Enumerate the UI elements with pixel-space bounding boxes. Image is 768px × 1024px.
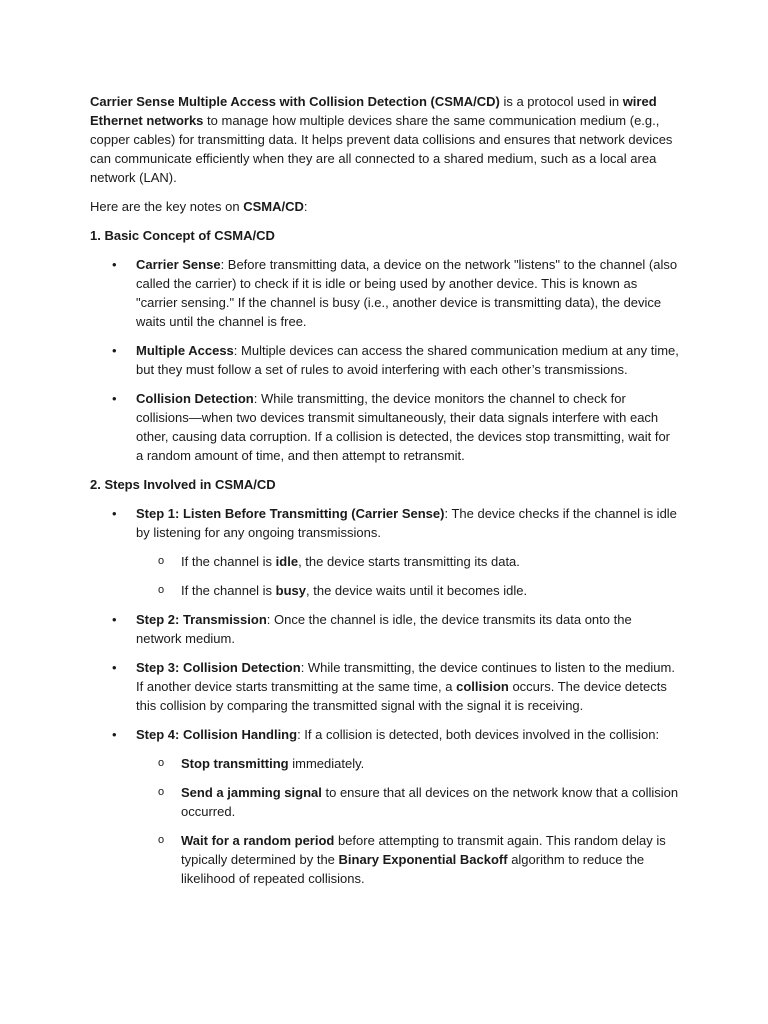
bullet-step1 xyxy=(90,504,680,542)
keynotes-paragraph xyxy=(90,197,680,216)
keynotes-colon: : xyxy=(303,199,308,214)
intro-text-rest: to manage how multiple devices share the same communication medium (e.g., copper cables) for transmitting data. It helps prevent data collisions and ensures that network devices can communicate efficiently when they are all connected to a shared medium, such as a local area network (LAN). xyxy=(90,113,673,185)
sub-text-rest: , the device starts transmitting its data. xyxy=(298,554,520,569)
intro-paragraph xyxy=(90,92,680,187)
sub-bullet-idle xyxy=(90,552,680,571)
bullet-term: Step 2: Transmission xyxy=(136,612,267,627)
section1-heading: 1. Basic Concept of CSMA/CD xyxy=(90,228,275,243)
bullet-term: Step 3: Collision Detection xyxy=(136,660,301,675)
bullet-term: Multiple Access xyxy=(136,343,234,358)
sub-bold-algorithm: Binary Exponential Backoff xyxy=(338,852,508,867)
circle-bullet-icon: o xyxy=(158,584,165,596)
bullet-term: Step 1: Listen Before Transmitting (Carrier Sense) xyxy=(136,506,445,521)
bullet-bold: collision xyxy=(456,679,509,694)
bullet-step4 xyxy=(90,725,680,744)
sub-text: If the channel is xyxy=(181,583,276,598)
bullet-icon: • xyxy=(112,506,117,521)
bullet-icon: • xyxy=(112,612,117,627)
bullet-term: Step 4: Collision Handling xyxy=(136,727,298,742)
bullet-step3 xyxy=(90,658,680,715)
sub-text: to ensure that all devices on the network know that a collision occurred. xyxy=(181,785,679,819)
bullet-text: : The device checks if the channel is idle by listening for any ongoing transmissions. xyxy=(136,506,677,540)
sub-text: If the channel is xyxy=(181,554,276,569)
keynotes-text: Here are the key notes on xyxy=(90,199,244,214)
intro-term: Carrier Sense Multiple Access with Collision Detection (CSMA/CD) xyxy=(90,94,500,109)
circle-bullet-icon: o xyxy=(158,555,165,567)
bullet-text: : Before transmitting data, a device on the network "listens" to the channel (also called the carrier) to check if it is idle or being used by another device. This is known as "carrier sensing." If the channel is busy (i.e., another device is transmitting data), the device waits until the channel is free. xyxy=(136,257,678,329)
bullet-text: : While transmitting, the device continues to listen to the medium. If another device starts transmitting at the same time, a xyxy=(136,660,675,694)
sub-bold: Stop transmitting xyxy=(181,756,289,771)
bullet-term: Carrier Sense xyxy=(136,257,221,272)
sub-bullet-jamming xyxy=(90,783,680,821)
sub-text: before attempting to transmit again. This random delay is typically determined by the xyxy=(181,833,666,867)
sub-bold: Wait for a random period xyxy=(181,833,335,848)
sub-bullet-stop xyxy=(90,754,680,773)
bullet-text: : Once the channel is idle, the device transmits its data onto the network medium. xyxy=(136,612,632,646)
bullet-multiple-access xyxy=(90,341,680,379)
bullet-carrier-sense xyxy=(90,255,680,331)
bullet-icon: • xyxy=(112,257,117,272)
bullet-icon: • xyxy=(112,660,117,675)
bullet-text: : If a collision is detected, both devices involved in the collision: xyxy=(297,727,660,742)
bullet-text-rest: occurs. The device detects this collision by comparing the transmitted signal with the signal it is receiving. xyxy=(136,679,667,713)
sub-bold: idle xyxy=(275,554,299,569)
sub-text-rest: algorithm to reduce the likelihood of repeated collisions. xyxy=(181,852,645,886)
bullet-text: : While transmitting, the device monitors the channel to check for collisions—when two devices transmit simultaneously, their data signals interfere with each other, causing data corruption. If a collision is detected, the devices stop transmitting, wait for a random amount of time, and then attempt to retransmit. xyxy=(136,391,671,463)
sub-text-rest: , the device waits until it becomes idle. xyxy=(306,583,528,598)
section2-heading: 2. Steps Involved in CSMA/CD xyxy=(90,477,276,492)
intro-bold: wired Ethernet networks xyxy=(90,94,657,128)
bullet-term: Collision Detection xyxy=(136,391,254,406)
document-body xyxy=(90,92,680,898)
sub-bold: Send a jamming signal xyxy=(181,785,322,800)
bullet-icon: • xyxy=(112,391,117,406)
bullet-text: : Multiple devices can access the shared communication medium at any time, but they must follow a set of rules to avoid interfering with each other’s transmissions. xyxy=(136,343,679,377)
sub-text: immediately. xyxy=(288,756,365,771)
bullet-icon: • xyxy=(112,727,117,742)
circle-bullet-icon: o xyxy=(158,757,165,769)
circle-bullet-icon: o xyxy=(158,834,165,846)
bullet-collision-detection xyxy=(90,389,680,465)
sub-bullet-wait xyxy=(90,831,680,888)
bullet-icon: • xyxy=(112,343,117,358)
circle-bullet-icon: o xyxy=(158,786,165,798)
sub-bold: busy xyxy=(275,583,307,598)
bullet-step2 xyxy=(90,610,680,648)
intro-text: is a protocol used in xyxy=(499,94,623,109)
keynotes-bold: CSMA/CD xyxy=(243,199,304,214)
sub-bullet-busy xyxy=(90,581,680,600)
